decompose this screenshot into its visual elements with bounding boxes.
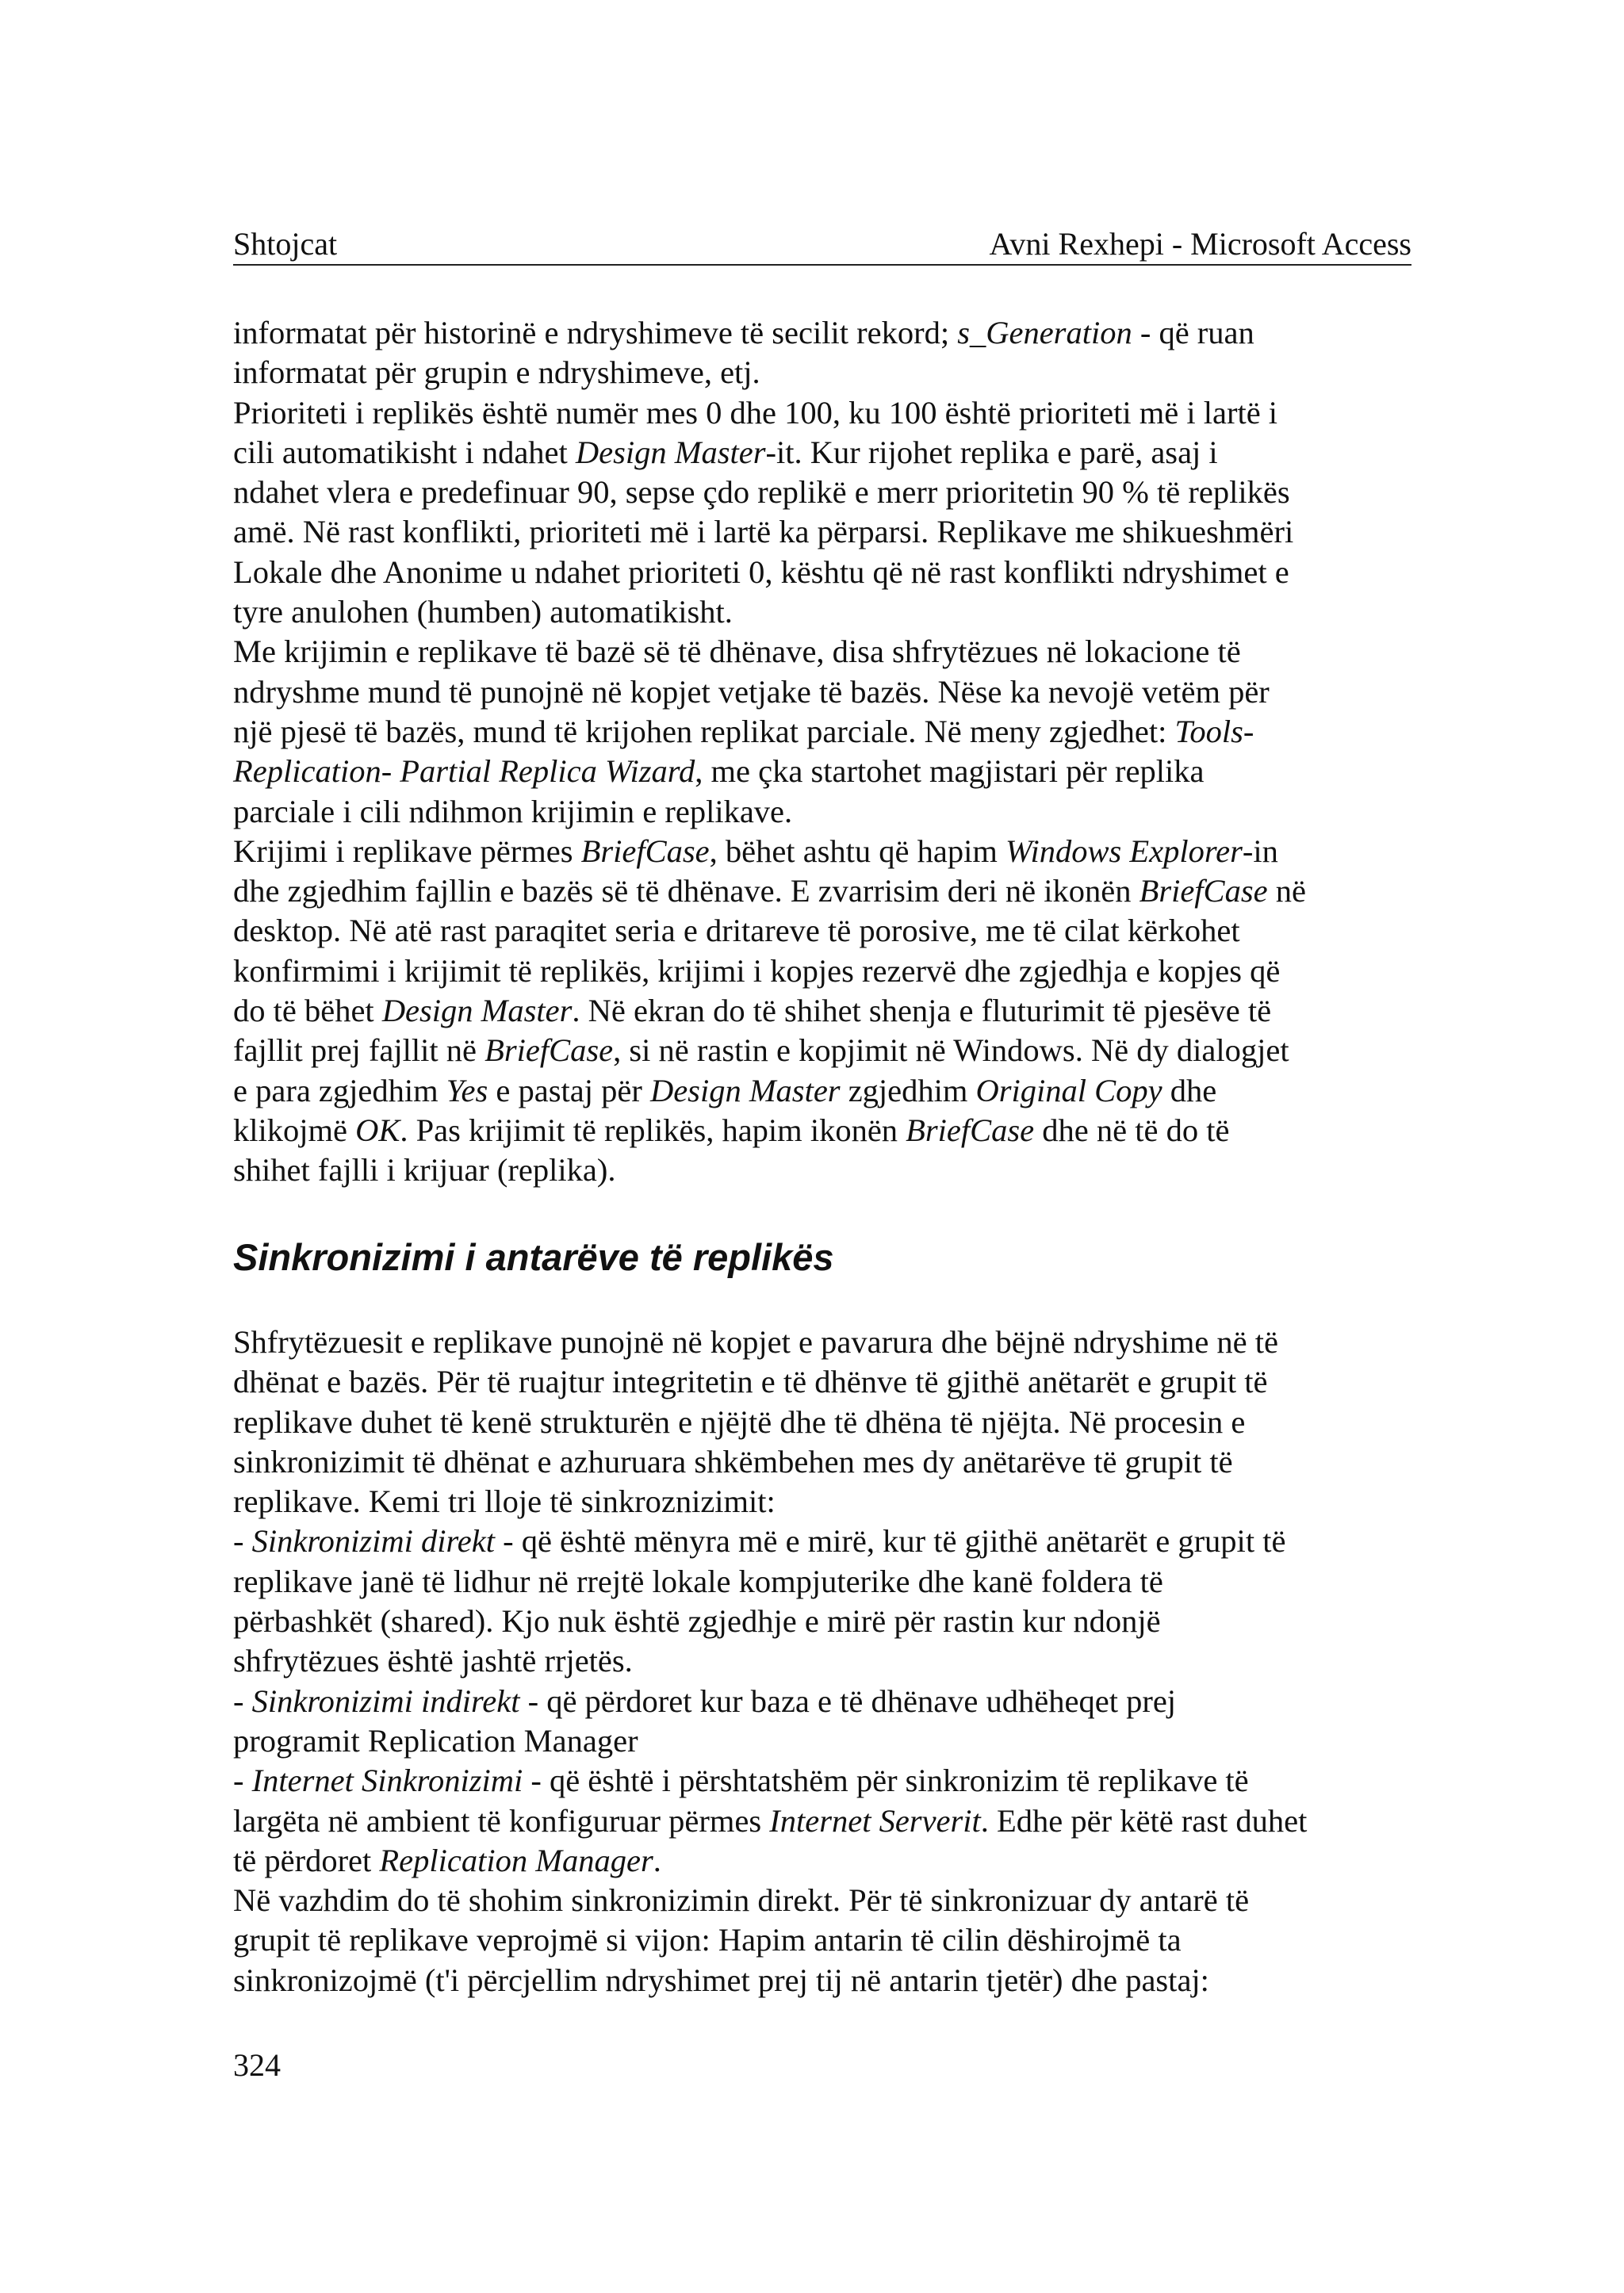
text-line — [233, 1362, 1423, 1402]
text-line — [233, 1442, 1423, 1482]
text-run: Sinkronizimi indirekt — [251, 1682, 520, 1719]
text-line — [233, 592, 1423, 632]
section-heading: Sinkronizimi i antarëve të replikës — [233, 1236, 834, 1278]
text-line — [233, 672, 1423, 712]
text-line — [233, 473, 1423, 512]
text-run: Shfrytëzuesit e replikave punojnë në kopjet e pavarura dhe bëjnë ndryshime në të — [233, 1324, 1279, 1360]
text-run: Windows Explorer — [1005, 833, 1243, 869]
text-run: grupit të replikave veprojmë si vijon: Hapim antarin të cilin dëshirojmë ta — [233, 1922, 1182, 1958]
text-run: parciale i cili ndihmon krijimin e replikave. — [233, 793, 793, 829]
text-line — [233, 632, 1423, 672]
text-run: Original Copy — [975, 1072, 1162, 1108]
text-line — [233, 911, 1423, 951]
text-line — [233, 1721, 1423, 1761]
text-run: do të bëhet — [233, 993, 382, 1029]
text-run: largëta në ambient të konfiguruar përmes — [233, 1802, 770, 1839]
text-run: desktop. Në atë rast paraqitet seria e dritareve të porosive, me të cilat kërkohet — [233, 913, 1240, 949]
running-header — [233, 224, 1411, 266]
text-run: - — [233, 1523, 252, 1560]
text-run: Design Master — [381, 993, 573, 1029]
text-run: ndahet vlera e predefinuar 90, sepse çdo replikë e merr prioritetin 90 % të replikës — [233, 474, 1290, 511]
text-run: , bëhet ashtu që hapim — [709, 833, 1006, 869]
text-run: . Pas krijimit të replikës, hapim ikonën — [400, 1112, 906, 1148]
text-line — [233, 1602, 1423, 1641]
text-run: Në vazhdim do të shohim sinkronizimin direkt. Për të sinkronizuar dy antarë të — [233, 1882, 1250, 1919]
text-line — [233, 1920, 1423, 1960]
text-run: s_Generation — [957, 315, 1132, 350]
text-run: -it. Kur rijohet replika e parë, asaj i — [765, 434, 1218, 470]
paragraphs-synchronization — [233, 1323, 1423, 2000]
text-run: replikave. Kemi tri lloje të sinkroznizimit: — [233, 1483, 776, 1520]
text-run: Me krijimin e replikave të bazë së të dhënave, disa shfrytëzues në lokacione të — [233, 634, 1241, 670]
text-line — [233, 1323, 1423, 1362]
text-run: - — [233, 1682, 252, 1719]
text-run: dhe zgjedhim fajllin e bazës së të dhënave. E zvarrisim deri në ikonën — [233, 873, 1139, 909]
text-line — [233, 393, 1423, 433]
text-run: - që është mënyra më e mirë, kur të gjithë anëtarët e grupit të — [494, 1523, 1286, 1560]
text-run: . Edhe për këtë rast duhet — [980, 1802, 1308, 1839]
text-line — [233, 871, 1423, 911]
text-line — [233, 1403, 1423, 1442]
text-line — [233, 832, 1423, 871]
text-run: Sinkronizimi direkt — [251, 1523, 495, 1560]
text-run: , si në rastin e kopjimit në Windows. Në dy dialogjet — [613, 1032, 1289, 1069]
text-run: informatat për grupin e ndryshimeve, etj. — [233, 354, 760, 391]
text-run: - — [233, 1763, 252, 1799]
text-run: BriefCase — [1139, 873, 1268, 909]
text-run: dhënat e bazës. Për të ruajtur integritetin e të dhënve të gjithë anëtarët e grupit të — [233, 1364, 1268, 1400]
text-run: OK — [355, 1112, 400, 1148]
text-run: Internet Sinkronizimi — [251, 1763, 523, 1799]
text-run: Krijimi i replikave përmes — [233, 833, 581, 869]
text-line — [233, 1961, 1423, 2000]
text-run: e pastaj për — [488, 1072, 650, 1108]
text-line — [233, 1761, 1423, 1801]
text-run: . Në ekran do të shihet shenja e fluturimit të pjesëve të — [572, 993, 1272, 1029]
text-line — [233, 951, 1423, 991]
text-line — [233, 1031, 1423, 1070]
text-line — [233, 553, 1423, 592]
text-run: BriefCase — [485, 1032, 614, 1069]
text-run: amë. Në rast konflikti, prioriteti më i lartë ka përparsi. Replikave me shikueshmëri — [233, 514, 1294, 550]
text-run: - që ruan — [1132, 315, 1254, 350]
text-line — [233, 1641, 1423, 1681]
text-run: Replication- Partial Replica Wizard — [233, 753, 695, 790]
text-run: ndryshme mund të punojnë në kopjet vetjake të bazës. Nëse ka nevojë vetëm për — [233, 673, 1270, 710]
text-run: në — [1267, 873, 1306, 909]
text-run: zgjedhim — [840, 1072, 976, 1108]
text-run: - që është i përshtatshëm për sinkronizim të replikave të — [523, 1763, 1249, 1799]
text-line — [233, 1881, 1423, 1920]
text-run: Replication Manager — [379, 1842, 653, 1878]
text-run: klikojmë — [233, 1112, 356, 1148]
text-run: një pjesë të bazës, mund të krijohen replikat parciale. Në meny zgjedhet: — [233, 713, 1175, 749]
text-run: shihet fajlli i krijuar (replika). — [233, 1152, 616, 1189]
text-run: tyre anulohen (humben) automatikisht. — [233, 594, 733, 630]
text-run: informatat për historinë e ndryshimeve të secilit rekord; — [233, 315, 958, 350]
text-run: - që përdoret kur baza e të dhënave udhëheqet prej — [519, 1682, 1177, 1719]
text-line — [233, 433, 1423, 473]
text-line — [233, 792, 1423, 832]
text-line — [233, 1111, 1423, 1150]
text-line — [233, 1482, 1423, 1522]
text-line — [233, 1562, 1423, 1602]
text-run: replikave duhet të kenë strukturën e njëjtë dhe të dhëna të njëjta. Në procesin e — [233, 1403, 1246, 1440]
text-run: Prioriteti i replikës është numër mes 0 dhe 100, ku 100 është prioriteti më i lartë i — [233, 394, 1278, 431]
text-run: Tools- — [1174, 713, 1254, 749]
text-line — [233, 752, 1423, 791]
text-run: Yes — [446, 1072, 488, 1108]
text-line — [233, 1841, 1423, 1881]
header-author-title: Avni Rexhepi - Microsoft Access — [989, 226, 1411, 262]
text-line — [233, 512, 1423, 552]
text-run: -in — [1242, 833, 1278, 869]
page-number: 324 — [233, 2047, 281, 2083]
text-line — [233, 1682, 1423, 1721]
text-run: Design Master — [649, 1072, 841, 1108]
text-run: BriefCase — [580, 833, 710, 869]
text-run: konfirmimi i krijimit të replikës, krijimi i kopjes rezervë dhe zgjedhja e kopjes që — [233, 952, 1281, 989]
header-section-title: Shtojcat — [233, 226, 338, 262]
text-run: Internet Serverit — [769, 1802, 981, 1839]
text-run: e para zgjedhim — [233, 1072, 446, 1108]
text-line — [233, 1150, 1423, 1190]
text-run: Design Master — [575, 434, 766, 470]
text-run: cili automatikisht i ndahet — [233, 434, 576, 470]
text-line — [233, 353, 1423, 392]
text-line — [233, 1801, 1423, 1841]
text-run: dhe — [1162, 1072, 1217, 1108]
paragraphs-replication — [233, 313, 1423, 1191]
text-run: , me çka startohet magjistari për replika — [695, 753, 1205, 790]
text-line — [233, 1522, 1423, 1561]
text-run: dhe në të do të — [1034, 1112, 1230, 1148]
text-run: Lokale dhe Anonime u ndahet prioriteti 0, kështu që në rast konflikti ndryshimet e — [233, 553, 1289, 590]
text-run: BriefCase — [906, 1112, 1035, 1148]
text-run: sinkronizojmë (t'i përcjellim ndryshimet prej tij në antarin tjetër) dhe pastaj: — [233, 1962, 1209, 1998]
text-run: . — [653, 1842, 661, 1878]
text-line — [233, 991, 1423, 1031]
text-run: fajllit prej fajllit në — [233, 1032, 485, 1069]
text-run: programit Replication Manager — [233, 1722, 638, 1759]
text-run: shfrytëzues është jashtë rrjetës. — [233, 1643, 633, 1679]
text-run: replikave janë të lidhur në rrejtë lokale kompjuterike dhe kanë foldera të — [233, 1563, 1163, 1599]
text-run: përbashkët (shared). Kjo nuk është zgjedhje e mirë për rastin kur ndonjë — [233, 1603, 1161, 1640]
text-run: të përdoret — [233, 1842, 380, 1878]
text-run: sinkronizimit të dhënat e azhuruara shkëmbehen mes dy anëtarëve të grupit të — [233, 1443, 1233, 1480]
text-line — [233, 313, 1423, 353]
text-line — [233, 1071, 1423, 1111]
text-line — [233, 712, 1423, 752]
